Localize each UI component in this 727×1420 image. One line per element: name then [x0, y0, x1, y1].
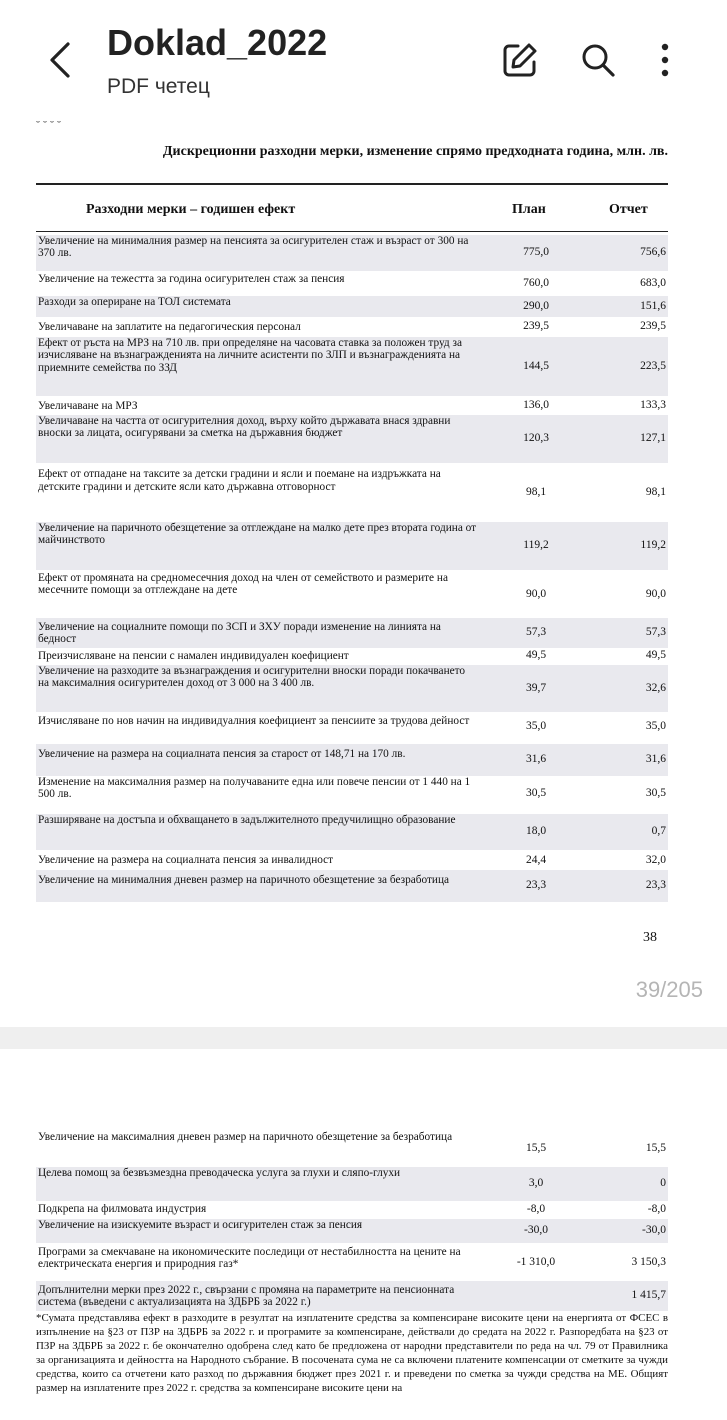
column-header-report: Отчет	[609, 202, 648, 217]
report-value: 133,3	[640, 399, 666, 411]
report-value: 119,2	[640, 539, 666, 551]
report-value: 0,7	[651, 825, 666, 837]
report-value: 32,0	[645, 853, 666, 866]
table-row	[36, 1281, 668, 1311]
plan-value: 775,0	[523, 246, 549, 258]
table-row	[36, 870, 668, 902]
report-value: 15,5	[645, 1142, 666, 1154]
table-row	[36, 712, 668, 742]
report-value: 30,5	[645, 787, 666, 799]
report-value: 223,5	[640, 359, 666, 372]
measure-description: Увеличение на изискуемите възраст и осигурителен стаж за пенсия	[38, 1219, 363, 1231]
plan-value: 3,0	[528, 1177, 544, 1189]
plan-value: 760,0	[523, 276, 549, 289]
measure-description: Разширяване на достъпа и обхващането в задължителното предучилищно образование	[38, 814, 456, 826]
report-value: 49,5	[645, 649, 666, 661]
plan-value: 119,2	[523, 539, 549, 551]
plan-value: 39,7	[525, 681, 547, 694]
report-value: 57,3	[645, 626, 666, 638]
plan-value: 144,5	[523, 359, 549, 372]
plan-value: -1 310,0	[516, 1256, 556, 1268]
table-row	[36, 1246, 668, 1280]
measure-description: Увеличаване на частта от осигурителния доход, върху който държавата внася здравни вноски за лицата, осигурявани за сметка на държавния бюджет	[38, 415, 451, 440]
table-row	[36, 776, 668, 812]
report-value: -30,0	[642, 1224, 666, 1236]
table-row	[36, 648, 668, 664]
plan-value: -8,0	[526, 1202, 546, 1215]
measure-description: Ефект от ръста на МРЗ на 710 лв. при определяне на часовата ставка за положен труд за изчисляване на възнагражденията на личните асистенти по ЗЛП и възнагражденията на приемните семейства по ЗЗД	[38, 337, 462, 374]
page-separator	[0, 1027, 727, 1049]
report-value: 1 415,7	[631, 1289, 666, 1301]
measure-description: Разходи за опериране на ТОЛ системата	[38, 296, 231, 308]
pdf-page-39	[0, 1049, 727, 1420]
report-value: -8,0	[647, 1202, 666, 1215]
report-value: 239,5	[640, 320, 666, 332]
measure-description: Увеличение на размера на социалната пенсия за старост от 148,71 на 170 лв.	[38, 747, 406, 760]
back-arrow-icon[interactable]	[40, 38, 84, 82]
more-vertical-icon[interactable]	[645, 40, 685, 80]
report-value: 756,6	[640, 246, 666, 258]
column-header-plan: План	[512, 202, 546, 217]
measure-description: Изчисляване по нов начин на индивидуалния коефициент за пенсиите за трудова дейност	[38, 714, 470, 727]
plan-value: 90,0	[525, 588, 547, 600]
plan-value: 35,0	[525, 720, 547, 732]
report-value: 0	[660, 1177, 666, 1189]
plan-value: 239,5	[523, 320, 549, 332]
table-caption: Дискреционни разходни мерки, изменение спрямо предходната година, млн. лв.	[162, 144, 668, 159]
plan-value: 24,4	[525, 853, 547, 866]
table-row	[36, 851, 668, 870]
plan-value: -30,0	[524, 1224, 548, 1236]
page-indicator: 39/205	[635, 977, 703, 1002]
app-subtitle: PDF четец	[107, 75, 210, 98]
measure-description: Увеличаване на МРЗ	[38, 399, 138, 412]
report-value: 90,0	[645, 588, 666, 600]
measure-description: Ефект от отпадане на таксите за детски градини и ясли и поемане на издръжката на детските градини и детските ясли като държавна отговорност	[38, 468, 441, 493]
plan-value: 23,3	[525, 879, 547, 891]
measure-description: Увеличаване на заплатите на педагогическия персонал	[38, 320, 301, 333]
report-value: 98,1	[645, 486, 666, 498]
table-row	[36, 618, 668, 648]
table-row	[36, 415, 668, 463]
plan-value: 30,5	[525, 787, 547, 799]
measure-description: Увеличение на максималния дневен размер на паричното обезщетение за безработица	[38, 1131, 453, 1143]
report-value: 23,3	[645, 879, 666, 891]
report-value: 683,0	[640, 276, 666, 289]
measure-description: Преизчисляване на пенсии с намален индивидуален коефициент	[38, 649, 349, 662]
table-row	[36, 572, 668, 618]
table-row	[36, 665, 668, 712]
measure-description: Увеличение на тежестта за година осигурителен стаж за пенсия	[38, 273, 345, 285]
report-value: 3 150,3	[631, 1256, 666, 1268]
report-value: 151,6	[640, 299, 666, 312]
edit-icon[interactable]	[500, 40, 540, 80]
measure-description: Увеличение на минималния размер на пенсията за осигурителен стаж и възраст от 300 на 370 лв.	[38, 235, 469, 260]
page-number: 38	[643, 930, 657, 945]
measure-description: Ефект от промяната на средномесечния доход на член от семейството и размерите на месечните помощи за отглеждане на дете	[38, 572, 448, 597]
plan-value: 290,0	[523, 299, 549, 312]
table-row	[36, 1167, 668, 1201]
measure-description: Изменение на максималния размер на получаваните една или повече пенсии от 1 440 на 1 500 лв.	[38, 776, 471, 801]
column-header-measures: Разходни мерки – годишен ефект	[86, 202, 296, 217]
measure-description: Целева помощ за безвъзмездна преводаческа услуга за глухи и сляпо-глухи	[38, 1167, 401, 1179]
plan-value: 15,5	[525, 1142, 547, 1154]
measure-description: Подкрепа на филмовата индустрия	[38, 1203, 207, 1216]
table-row	[36, 466, 668, 520]
search-icon[interactable]	[578, 40, 618, 80]
report-value: 32,6	[645, 681, 666, 694]
plan-value: 49,5	[525, 649, 547, 661]
table-row	[36, 397, 668, 415]
table-row	[36, 1131, 668, 1167]
measure-description: Увеличение на социалните помощи по ЗСП и ЗХУ поради изменение на линията на бедност	[38, 620, 441, 645]
table-row	[36, 273, 668, 294]
measure-description: Програми за смекчаване на икономическите последици от нестабилността на цените на електрическата енергия и природния газ*	[38, 1246, 461, 1271]
measure-description: Допълнителни мерки през 2022 г., свързани с промяна на параметрите на пенсионната система (въведени с актуализацията на ЗДБРБ за 2022 г.)	[38, 1283, 455, 1308]
plan-value: 98,1	[525, 486, 547, 498]
measure-description: Увеличение на минималния дневен размер на паричното обезщетение за безработица	[38, 873, 450, 886]
measure-description: Увеличение на размера на социалната пенсия за инвалидност	[38, 854, 334, 867]
plan-value: 120,3	[523, 432, 549, 444]
table-row	[36, 814, 668, 850]
plan-value: 57,3	[525, 626, 547, 638]
table-footnote: *Сумата представлява ефект в разходите в резултат на изплатените средства за компенсиране високите цени на енергията от ФСЕС в изпълнение на §23 от ПЗР на ЗДБРБ за 2022 г. и програмите за компенсиране, действали до средата на 2022 г. Разпоредбата на §23 от ПЗР на ЗДБРБ за 2022 г. бе окончателно одобрена след като бе предложена от народни представители по реда на чл. 79 от Правилника за организацията и дейността на Народното събрание. В посочената сума не са включени платените компенсации от сметките за чужди средства, които са отчетени като разход по държавния бюджет през 2021 г. и преведени по сметка за чужди средства на МЕ. Общият размер на изплатените през 2022 г. средства за компенсиране високите цени на	[36, 1312, 668, 1395]
table-row	[36, 337, 668, 396]
plan-value: 31,6	[525, 753, 547, 765]
measure-description: Увеличение на разходите за възнаграждения и осигурителни вноски поради покачването на максималния осигурителен доход от 3 000 на 3 400 лв.	[38, 665, 466, 690]
plan-value: 18,0	[525, 825, 547, 837]
table-row	[36, 1201, 668, 1218]
report-value: 35,0	[645, 720, 666, 732]
pdf-page-38	[0, 118, 727, 1027]
table-top-rule	[36, 183, 668, 185]
table-row	[36, 235, 668, 271]
report-value: 31,6	[645, 753, 666, 765]
measure-description: Увеличение на паричното обезщетение за отглеждане на малко дете през втората година от майчинството	[38, 522, 477, 547]
plan-value: 136,0	[523, 399, 549, 411]
header-bottom-rule	[36, 231, 668, 232]
table-row	[36, 1219, 668, 1243]
clipped-text-line: ˘ ˘ ˘ ˘	[36, 118, 61, 132]
table-row	[36, 744, 668, 776]
app-header	[0, 0, 727, 122]
document-title: Doklad_2022	[107, 22, 328, 63]
report-value: 127,1	[640, 432, 666, 444]
table-row	[36, 522, 668, 570]
table-row	[36, 296, 668, 317]
table-row	[36, 318, 668, 336]
